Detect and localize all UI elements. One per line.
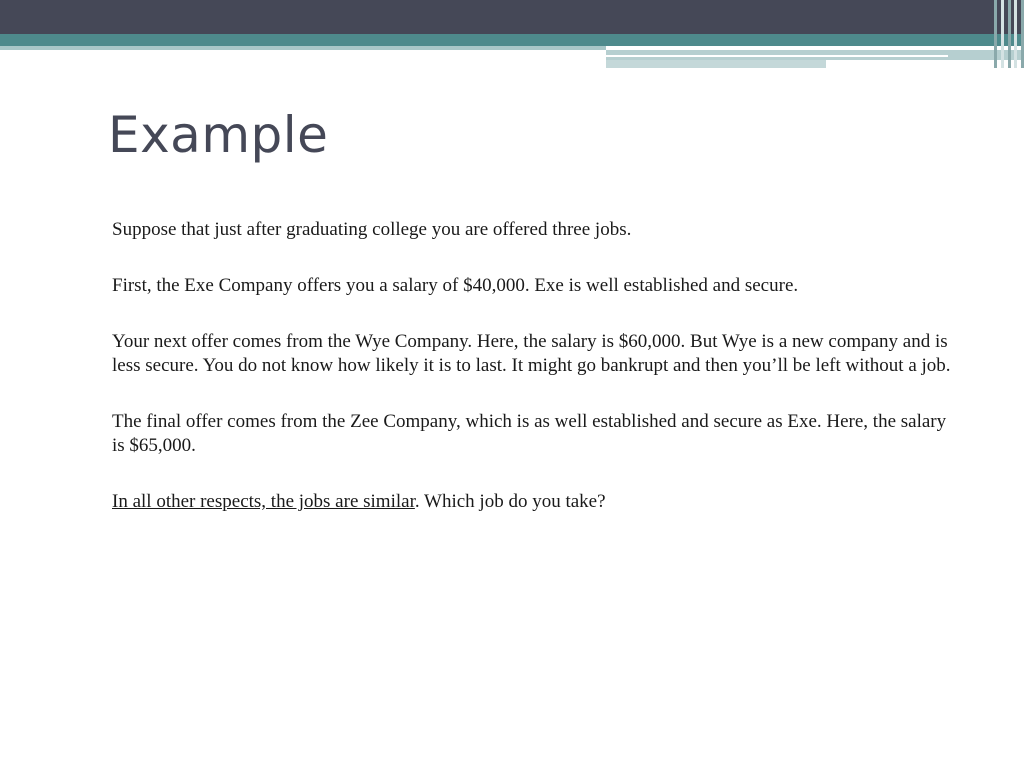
header-stripes-decoration bbox=[994, 0, 1024, 68]
question-text: . Which job do you take? bbox=[414, 491, 606, 512]
paragraph-intro: Suppose that just after graduating college you are offered three jobs. bbox=[112, 219, 632, 240]
paragraph-wye-offer: Your next offer comes from the Wye Company. Here, the salary is $60,000. But Wye is a new company and is less secure. You do not know how likely it is to last. It might go bankrupt and then you’ll be left without a job. bbox=[112, 331, 951, 376]
paragraph-question bbox=[112, 490, 952, 514]
slide-title: Example bbox=[108, 106, 329, 164]
header-white-line bbox=[606, 55, 948, 57]
header-teal-band bbox=[0, 34, 1024, 46]
underlined-similar-text: In all other respects, the jobs are similar bbox=[112, 491, 415, 512]
header-light-band-short bbox=[606, 60, 826, 68]
header-light-band-left bbox=[0, 46, 606, 50]
slide-body bbox=[112, 218, 952, 546]
paragraph-zee-offer: The final offer comes from the Zee Company, which is as well established and secure as Exe. Here, the salary is $65,000. bbox=[112, 411, 947, 456]
header-dark-band bbox=[0, 0, 1024, 34]
paragraph-exe-offer: First, the Exe Company offers you a salary of $40,000. Exe is well established and secure. bbox=[112, 275, 799, 296]
